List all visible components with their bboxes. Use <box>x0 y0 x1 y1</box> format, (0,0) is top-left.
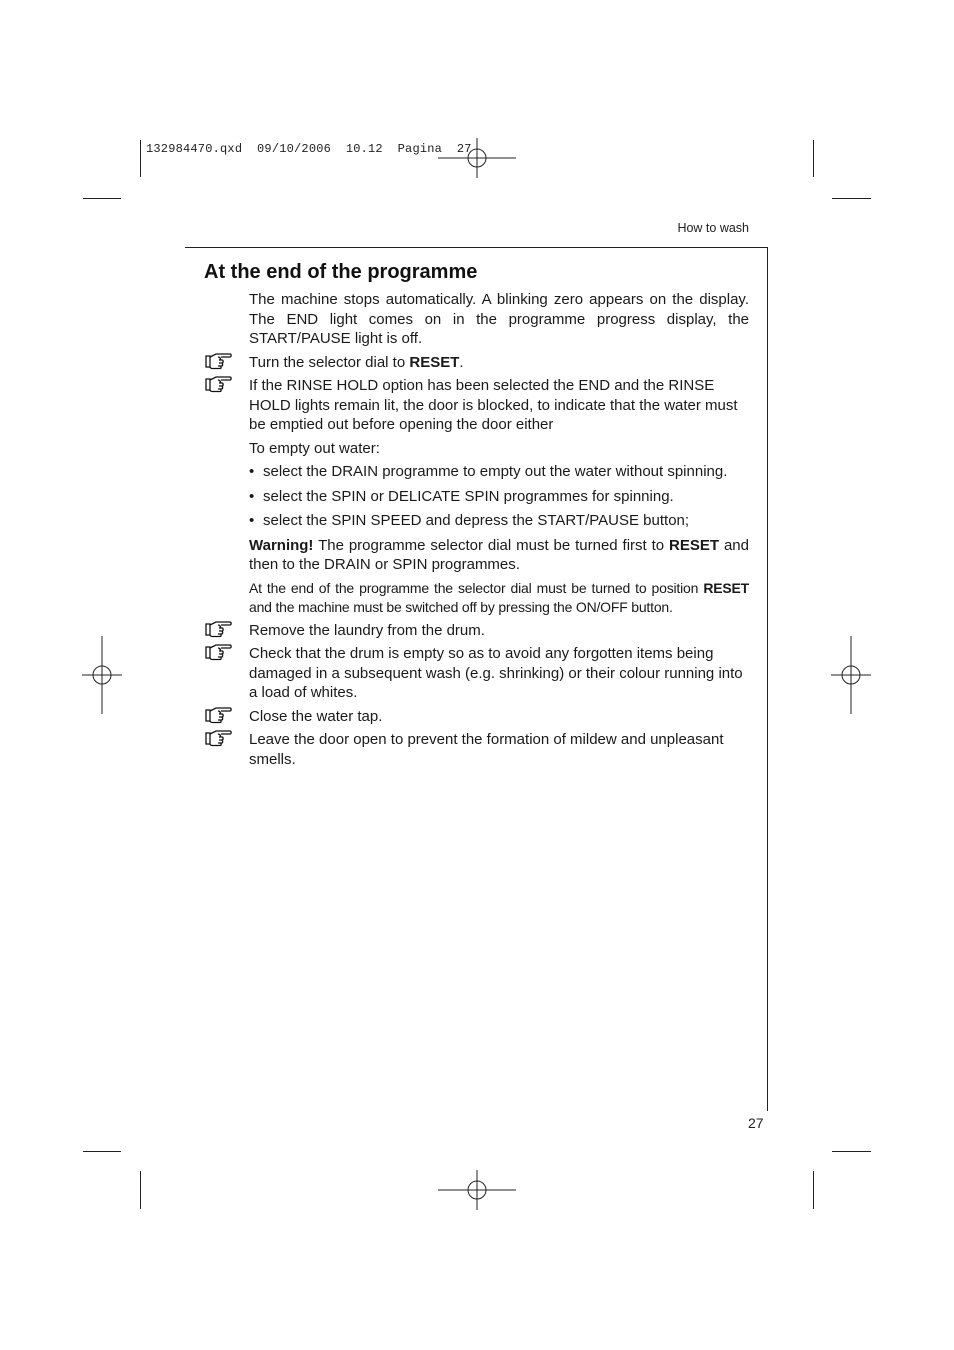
step-rinse-hold: If the RINSE HOLD option has been selected the END and the RINSE HOLD lights remain lit, the door is blocked, to indicate that the water must be emptied out before opening the door either <box>249 376 749 435</box>
pointing-hand-icon <box>205 620 233 638</box>
crop-mark-br-h <box>832 1151 871 1152</box>
crop-mark-tl-h <box>83 198 121 199</box>
print-slug: 132984470.qxd 09/10/2006 10.12 Pagina 27 <box>146 142 472 156</box>
crop-mark-tr-h <box>832 198 871 199</box>
crop-mark-tr-v <box>813 140 814 177</box>
page-title: At the end of the programme <box>204 261 478 283</box>
step-reset: Turn the selector dial to RESET. <box>249 353 749 373</box>
pointing-hand-icon <box>205 643 233 661</box>
crop-mark-br-v <box>813 1171 814 1209</box>
step-close-tap: Close the water tap. <box>249 707 749 727</box>
list-item: • select the SPIN SPEED and depress the START/PAUSE button; <box>249 512 690 529</box>
note-paragraph: At the end of the programme the selector dial must be turned to position RESET and the machine must be switched off by pressing the ON/OFF button. <box>249 579 749 615</box>
main-content <box>249 290 749 773</box>
running-header: How to wash <box>677 221 749 235</box>
crop-mark-bl-h <box>83 1151 121 1152</box>
header-rule <box>185 247 768 248</box>
pointing-hand-icon <box>205 706 233 724</box>
step-remove-laundry: Remove the laundry from the drum. <box>249 621 749 641</box>
pointing-hand-icon <box>205 729 233 747</box>
warning-paragraph: Warning! The programme selector dial must be turned first to RESET and then to the DRAIN or SPIN programmes. <box>249 536 749 573</box>
crop-mark-bl-v <box>140 1171 141 1209</box>
step-check-drum: Check that the drum is empty so as to avoid any forgotten items being damaged in a subsequent wash (e.g. shrinking) or their colour running into a load of whites. <box>249 644 749 703</box>
intro-paragraph: The machine stops automatically. A blinking zero appears on the display. The END light comes on in the programme progress display, the START/PAUSE light is off. <box>249 291 749 347</box>
pointing-hand-icon <box>205 375 233 393</box>
registration-mark-icon <box>438 1170 516 1210</box>
list-item: • select the DRAIN programme to empty out the water without spinning. <box>249 463 728 480</box>
registration-mark-icon <box>831 636 871 714</box>
pointing-hand-icon <box>205 352 233 370</box>
crop-mark-tl-v <box>140 140 141 177</box>
list-item: • select the SPIN or DELICATE SPIN programmes for spinning. <box>249 487 674 505</box>
registration-mark-icon <box>82 636 122 714</box>
page-number: 27 <box>748 1115 764 1131</box>
right-margin-rule <box>767 247 768 1111</box>
empty-water-label: To empty out water: <box>249 439 380 457</box>
step-leave-door-open: Leave the door open to prevent the formation of mildew and unpleasant smells. <box>249 730 749 769</box>
